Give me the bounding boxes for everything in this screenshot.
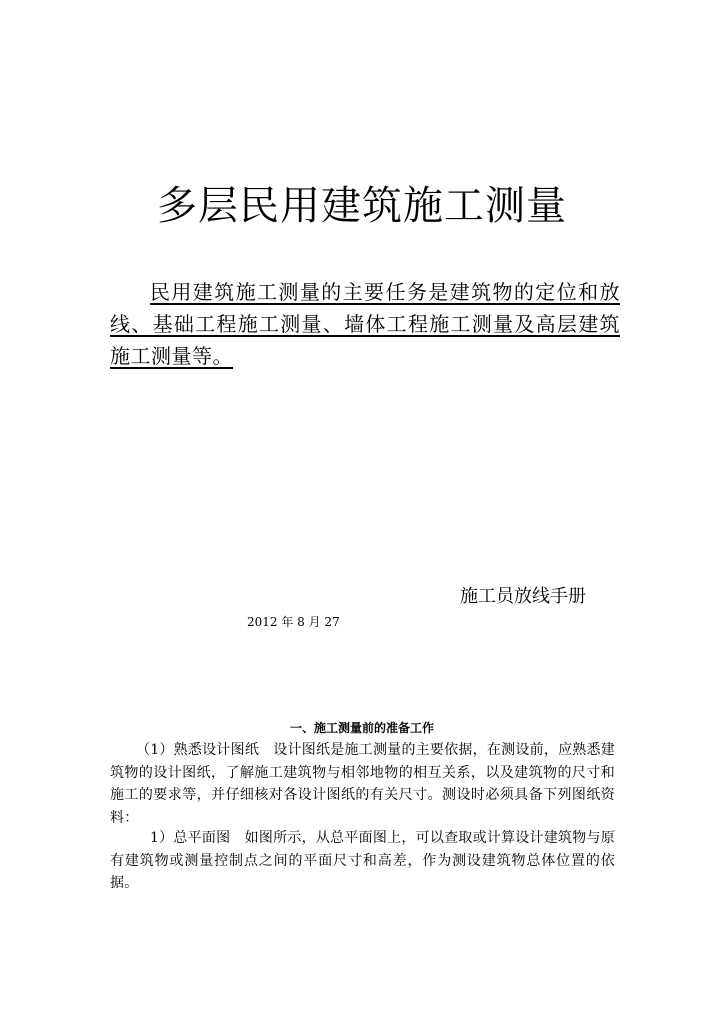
handbook-label: 施工员放线手册 — [460, 586, 586, 607]
document-title: 多层民用建筑施工测量 — [157, 183, 567, 229]
body-paragraph: 1）总平面图 如图所示，从总平面图上，可以查取或计算设计建筑物与原有建筑物或测量控制点之间的平面尺寸和高差，作为测设建筑物总体位置的依据。 — [110, 830, 615, 891]
section-heading: 一、施工测量前的准备工作 — [289, 721, 434, 735]
body-paragraph: （1）熟悉设计图纸 设计图纸是施工测量的主要依据，在测设前，应熟悉建筑物的设计图纸，了解施工建筑物与相邻地物的相互关系，以及建筑物的尺寸和施工的要求等，并仔细核对各设计图纸的有关尺寸。测设时必须具备下列图纸资料： — [110, 742, 615, 826]
document-date: 2012 年 8 月 27 — [247, 615, 340, 629]
intro-paragraph: 民用建筑施工测量的主要任务是建筑物的定位和放线、基础工程施工测量、墙体工程施工测量及高层建筑施工测量等。 — [110, 280, 620, 368]
